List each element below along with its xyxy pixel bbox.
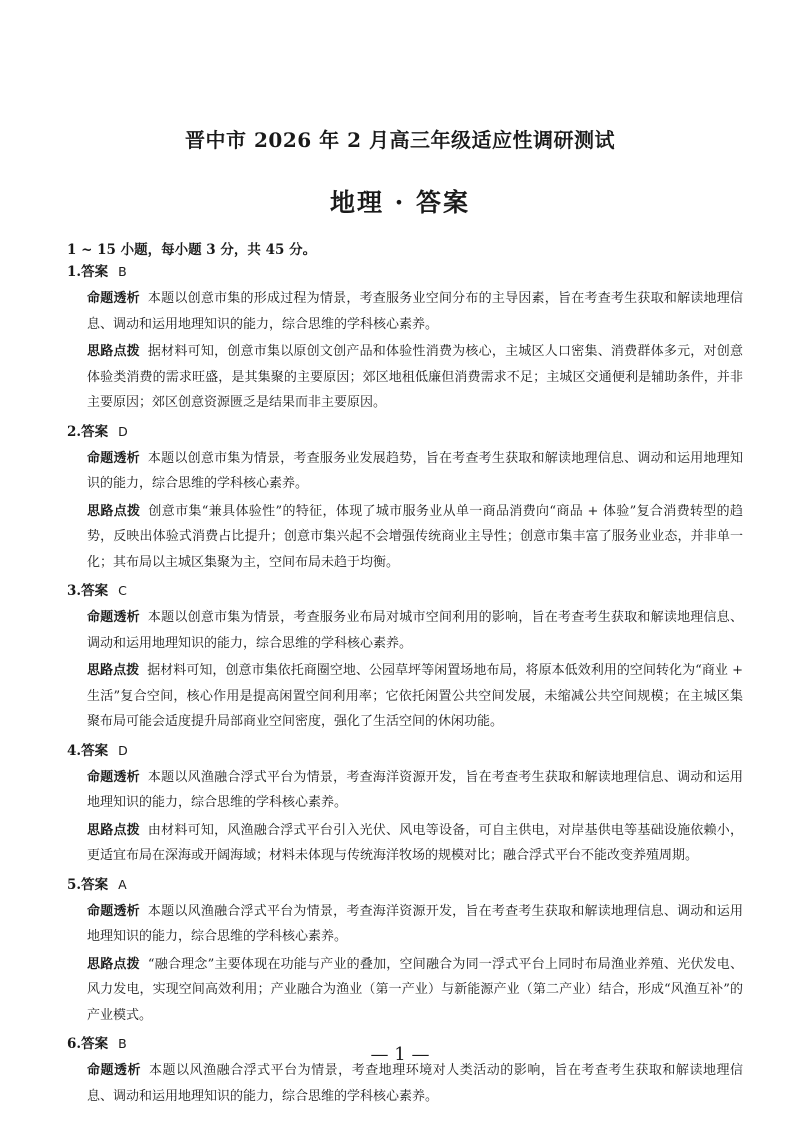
answer-label: 答案 <box>81 423 109 440</box>
analysis-paragraph <box>87 1058 743 1109</box>
hint-text: “融合理念”主要体现在功能与产业的叠加，空间融合为同一浮式平台上同时布局渔业养殖、光伏发电、风力发电，实现空间高效利用；产业融合为渔业（第一产业）与新能源产业（第二产业）结合，形成“风渔互补”的产业模式。 <box>87 956 743 1023</box>
analysis-label: 命题透析 <box>87 903 140 919</box>
hint-text: 由材料可知，风渔融合浮式平台引入光伏、风电等设备，可自主供电，对岸基供电等基础设施依赖小，更适宜布局在深海或开阔海域；材料未体现与传统海洋牧场的规模对比；融合浮式平台不能改变养殖周期。 <box>87 822 743 863</box>
question-block <box>67 422 743 576</box>
answer-letter: B <box>118 264 127 279</box>
analysis-paragraph <box>87 899 743 950</box>
hint-label: 思路点拨 <box>87 956 140 972</box>
analysis-text: 本题以风渔融合浮式平台为情景，考查海洋资源开发，旨在考查考生获取和解读地理信息、调动和运用地理知识的能力，综合思维的学科核心素养。 <box>87 769 743 810</box>
answer-label: 答案 <box>81 742 109 759</box>
answer-line <box>67 422 743 442</box>
question-number: 5. <box>67 876 82 893</box>
hint-paragraph <box>87 818 743 869</box>
hint-text: 据材料可知，创意市集依托商圈空地、公园草坪等闲置场地布局，将原本低效利用的空间转化为“商业 + 生活”复合空间，核心作用是提高闲置空间利用率；它依托闲置公共空间发展，未缩减公共空间规模；在主城区集聚布局可能会适度提升局部商业空间密度，强化了生活空间的休闲功能。 <box>87 663 743 729</box>
analysis-label: 命题透析 <box>87 610 140 625</box>
section-intro: 1 ~ 15 小题，每小题 3 分，共 45 分。 <box>67 242 317 258</box>
question-number: 2. <box>67 423 82 440</box>
answer-letter: B <box>118 1036 127 1051</box>
answer-label: 答案 <box>81 264 109 280</box>
hint-label: 思路点拨 <box>87 663 140 678</box>
question-number: 3. <box>67 583 82 599</box>
answer-letter: C <box>118 583 127 598</box>
analysis-paragraph <box>87 765 743 816</box>
analysis-paragraph <box>87 286 743 337</box>
answer-label: 答案 <box>81 1036 109 1052</box>
analysis-text: 本题以创意市集的形成过程为情景，考查服务业空间分布的主导因素，旨在考查考生获取和解读地理信息、调动和运用地理知识的能力，综合思维的学科核心素养。 <box>87 291 743 332</box>
answer-letter: D <box>118 742 128 758</box>
answer-line <box>67 875 743 895</box>
hint-label: 思路点拨 <box>87 822 140 838</box>
question-block <box>67 741 743 869</box>
analysis-label: 命题透析 <box>87 450 140 466</box>
answer-label: 答案 <box>81 583 109 599</box>
answer-label: 答案 <box>81 876 109 893</box>
question-number: 4. <box>67 742 82 759</box>
question-block <box>67 262 743 416</box>
page-subtitle: 地理 · 答案 <box>329 188 471 217</box>
hint-paragraph <box>87 499 743 576</box>
question-number: 1. <box>67 264 82 280</box>
page-number: — 1 — <box>370 1044 430 1065</box>
analysis-label: 命题透析 <box>87 1063 142 1078</box>
answer-line <box>67 581 743 601</box>
analysis-text: 本题以创意市集为情景，考查服务业布局对城市空间利用的影响，旨在考查考生获取和解读地理信息、调动和运用地理知识的能力，综合思维的学科核心素养。 <box>87 610 743 651</box>
hint-paragraph <box>87 339 743 416</box>
analysis-text: 本题以创意市集为情景，考查服务业发展趋势，旨在考查考生获取和解读地理信息、调动和运用地理知识的能力，综合思维的学科核心素养。 <box>87 450 743 491</box>
page-title: 晋中市 2026 年 2 月高三年级适应性调研测试 <box>185 128 615 152</box>
hint-text: 据材料可知，创意市集以原创文创产品和体验性消费为核心，主城区人口密集、消费群体多元，对创意体验类消费的需求旺盛，是其集聚的主要原因；郊区地租低廉但消费需求不足；主城区交通便利是辅助条件，并非主要原因；郊区创意资源匮乏是结果而非主要原因。 <box>87 344 743 410</box>
analysis-text: 本题以风渔融合浮式平台为情景，考查地理环境对人类活动的影响，旨在考查考生获取和解读地理信息、调动和运用地理知识的能力，综合思维的学科核心素养。 <box>87 1063 743 1104</box>
question-block <box>67 581 743 735</box>
hint-label: 思路点拨 <box>87 503 141 519</box>
answer-line <box>67 262 743 282</box>
hint-paragraph <box>87 952 743 1029</box>
analysis-label: 命题透析 <box>87 769 140 785</box>
hint-text: 创意市集“兼具体验性”的特征，体现了城市服务业从单一商品消费向“商品 + 体验”复合消费转型的趋势，反映出体验式消费占比提升；创意市集兴起不会增强传统商业主导性；创意市集丰富了服务业业态，并非单一化；其布局以主城区集聚为主，空间布局未趋于均衡。 <box>87 503 743 570</box>
question-block <box>67 875 743 1029</box>
hint-label: 思路点拨 <box>87 344 140 359</box>
analysis-paragraph <box>87 446 743 497</box>
analysis-paragraph <box>87 605 743 656</box>
answer-line <box>67 741 743 761</box>
analysis-text: 本题以风渔融合浮式平台为情景，考查海洋资源开发，旨在考查考生获取和解读地理信息、调动和运用地理知识的能力，综合思维的学科核心素养。 <box>87 903 743 944</box>
answer-letter: D <box>118 423 128 439</box>
hint-paragraph <box>87 658 743 735</box>
question-number: 6. <box>67 1036 82 1052</box>
answers-list <box>67 260 743 1115</box>
analysis-label: 命题透析 <box>87 291 140 306</box>
answer-letter: A <box>118 876 127 892</box>
